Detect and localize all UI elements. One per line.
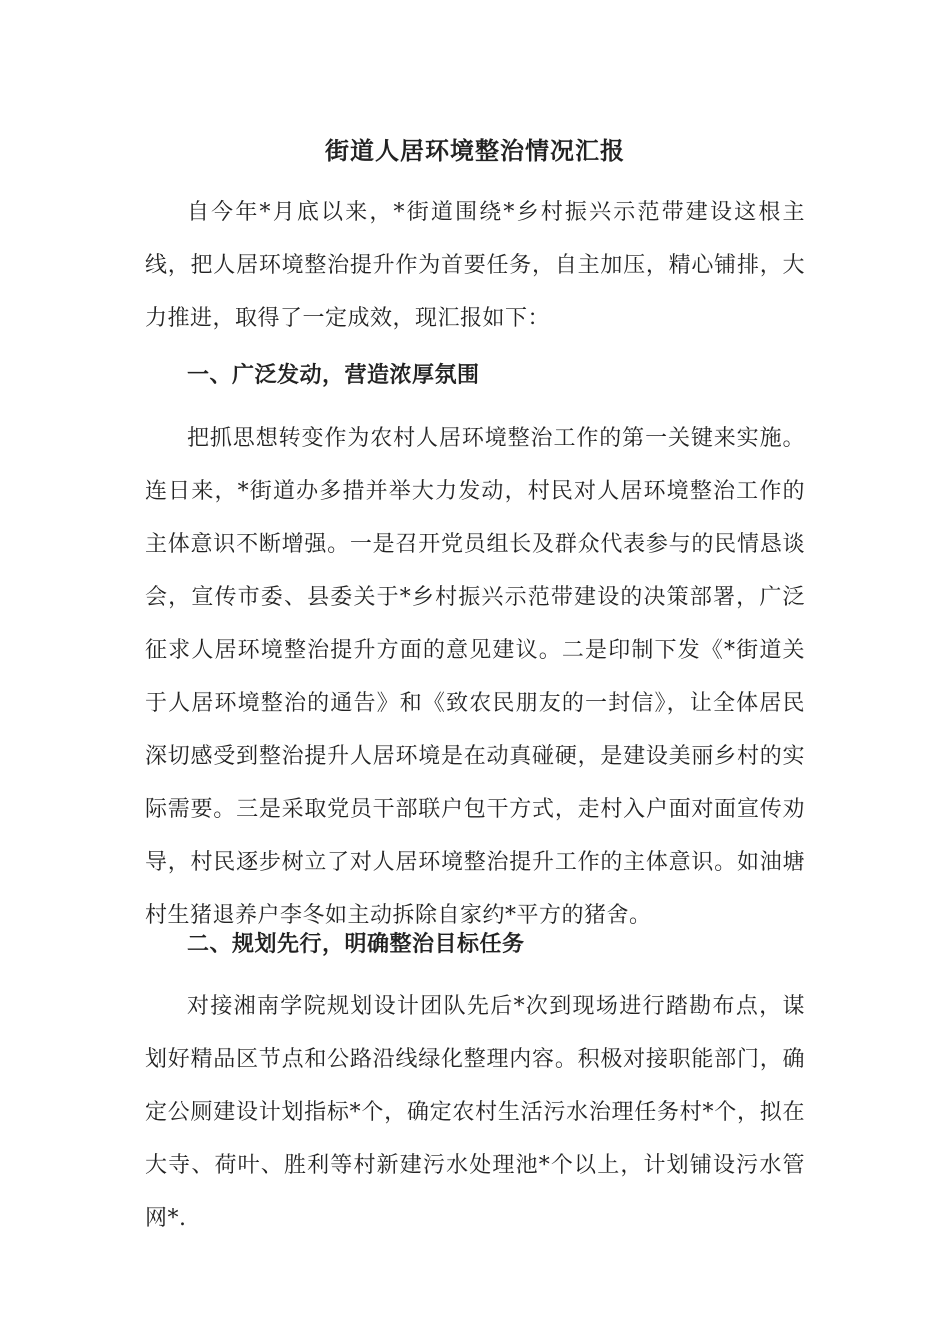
section-1-body: 把抓思想转变作为农村人居环境整治工作的第一关键来实施。连日来，*街道办多措并举大力发动，村民对人居环境整治工作的主体意识不断增强。一是召开党员组长及群众代表参与的民情恳谈会，宣传市委、县委关于*乡村振兴示范带建设的决策部署，广泛征求人居环境整治提升方面的意见建议。二是印制下发《*街道关于人居环境整治的通告》和《致农民朋友的一封信》，让全体居民深切感受到整治提升人居环境是在动真碰硬，是建设美丽乡村的实际需要。三是采取党员干部联户包干方式，走村入户面对面宣传劝导，村民逐步树立了对人居环境整治提升工作的主体意识。如油塘村生猪退养户李冬如主动拆除自家约*平方的猪舍。 (145, 426, 805, 928)
document-title: 街道人居环境整治情况汇报 (325, 136, 625, 165)
section-2-body: 对接湘南学院规划设计团队先后*次到现场进行踏勘布点，谋划好精品区节点和公路沿线绿化整理内容。积极对接职能部门，确定公厕建设计划指标*个，确定农村生活污水治理任务村*个，拟在大寺、荷叶、胜利等村新建污水处理池*个以上，计划铺设污水管网*. (145, 994, 805, 1231)
section-2-heading: 二、规划先行，明确整治目标任务 (187, 931, 525, 957)
intro-paragraph: 自今年*月底以来，*街道围绕*乡村振兴示范带建设这根主线，把人居环境整治提升作为首要任务，自主加压，精心铺排，大力推进，取得了一定成效，现汇报如下： (145, 200, 805, 331)
section-1-heading: 一、广泛发动，营造浓厚氛围 (187, 362, 480, 388)
